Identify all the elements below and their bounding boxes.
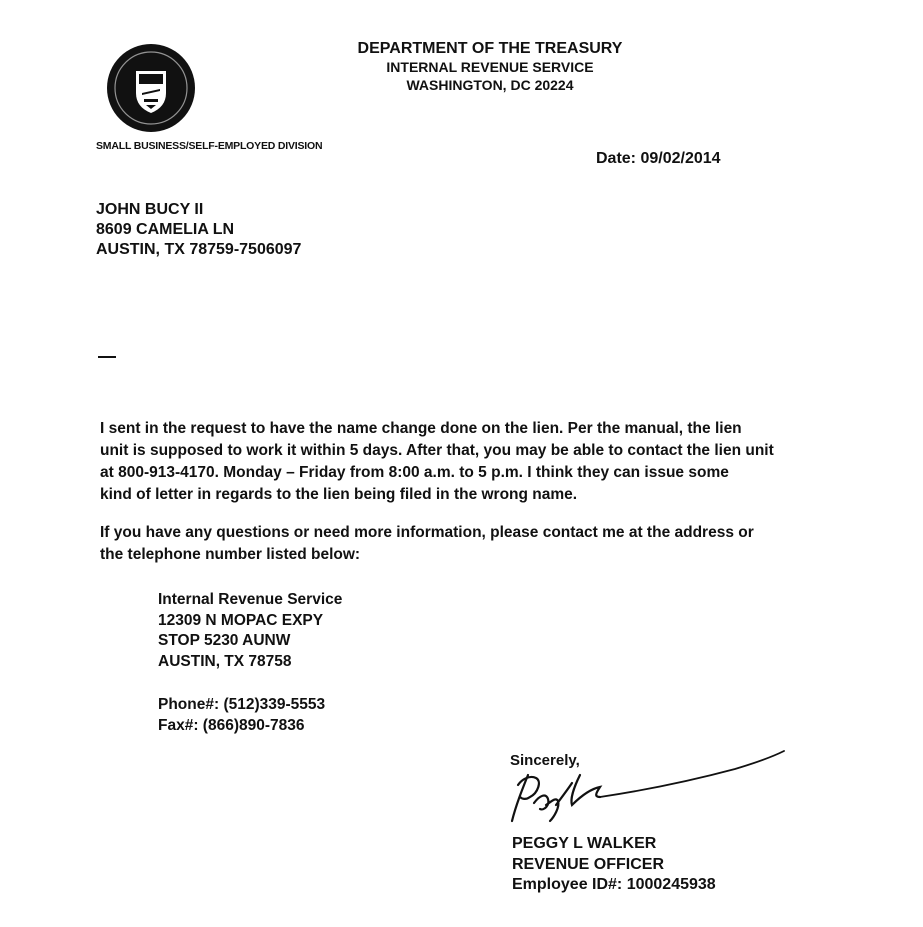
paragraph-line: kind of letter in regards to the lien being filed in the wrong name. <box>100 486 578 503</box>
letterhead <box>300 40 680 94</box>
paragraph-line: If you have any questions or need more information, please contact me at the address or <box>100 524 754 541</box>
fax-number: Fax#: (866)890-7836 <box>158 716 305 734</box>
signature-icon <box>500 745 795 835</box>
date-label: Date: <box>596 150 637 167</box>
signer-title: REVENUE OFFICER <box>512 855 665 873</box>
service-city: WASHINGTON, DC 20224 <box>406 77 574 93</box>
contact-address <box>158 590 342 672</box>
contact-phones <box>158 695 325 736</box>
signer-block <box>512 834 716 896</box>
signer-name: PEGGY L WALKER <box>512 835 657 852</box>
letter-date <box>596 150 721 168</box>
paragraph-line: at 800-913-4170. Monday – Friday from 8:00 a.m. to 5 p.m. I think they can issue some <box>100 464 729 481</box>
phone-number: Phone#: (512)339-5553 <box>158 696 326 713</box>
separator-dash <box>98 356 116 358</box>
date-value: 09/02/2014 <box>640 150 721 167</box>
treasury-seal-icon <box>106 43 196 133</box>
recipient-street: 8609 CAMELIA LN <box>96 221 235 238</box>
department-name: DEPARTMENT OF THE TREASURY <box>357 40 623 57</box>
closing: Sincerely, <box>510 752 580 769</box>
body-paragraph-2 <box>100 522 812 566</box>
contact-line: 12309 N MOPAC EXPY <box>158 611 324 629</box>
paragraph-line: I sent in the request to have the name change done on the lien. Per the manual, the lien <box>100 420 742 437</box>
signer-employee-id: Employee ID#: 1000245938 <box>512 876 716 893</box>
contact-line: Internal Revenue Service <box>158 591 343 608</box>
recipient-address <box>96 200 301 260</box>
service-name: INTERNAL REVENUE SERVICE <box>386 59 594 75</box>
division-name: SMALL BUSINESS/SELF-EMPLOYED DIVISION <box>96 140 323 152</box>
paragraph-line: unit is supposed to work it within 5 days. After that, you may be able to contact the lien unit <box>100 442 774 459</box>
body-paragraph-1 <box>100 418 812 506</box>
recipient-city: AUSTIN, TX 78759-7506097 <box>96 241 302 258</box>
contact-line: AUSTIN, TX 78758 <box>158 652 292 670</box>
contact-line: STOP 5230 AUNW <box>158 632 291 649</box>
recipient-name: JOHN BUCY II <box>96 201 204 218</box>
paragraph-line: the telephone number listed below: <box>100 546 361 563</box>
